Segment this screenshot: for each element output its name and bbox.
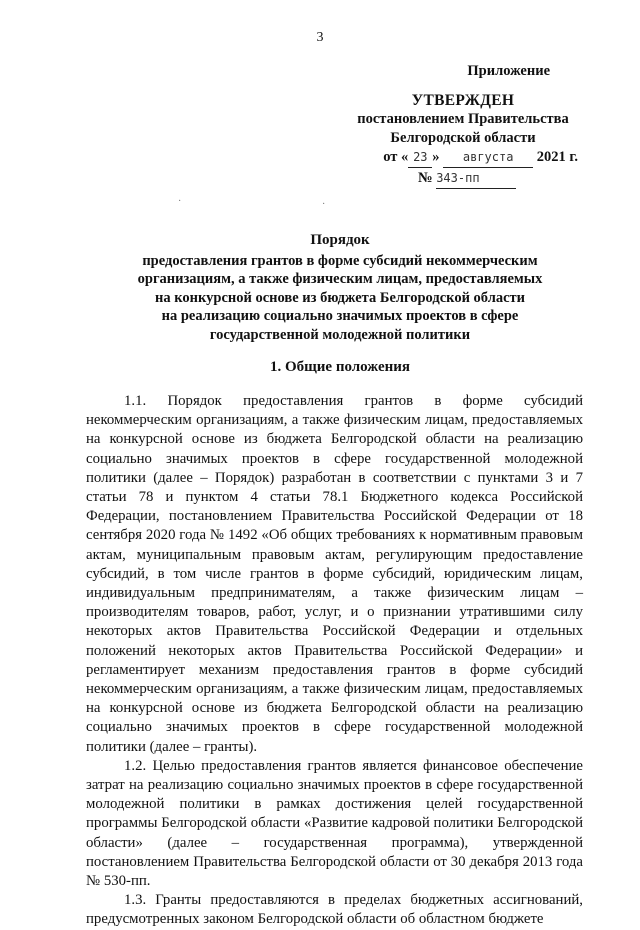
- decree-line-1: постановлением Правительства: [357, 111, 569, 127]
- decree-number: [348, 169, 578, 189]
- scan-speck: ·: [322, 199, 326, 210]
- approved-label: УТВЕРЖДЕН: [411, 92, 515, 109]
- title-line: на реализацию социально значимых проектов в сфере: [161, 308, 519, 324]
- title-line: на конкурсной основе из бюджета Белгородской области: [154, 289, 525, 306]
- date-month: августа: [443, 148, 533, 168]
- approval-stamp: [348, 62, 578, 189]
- document-title: [70, 231, 610, 344]
- number-value: 343-пп: [436, 169, 516, 189]
- section-heading: 1. Общие положения: [269, 359, 411, 375]
- scan-speck: ·: [178, 196, 182, 207]
- title-line: государственной молодежной политики: [209, 326, 471, 343]
- title-heading: Порядок: [310, 232, 370, 248]
- appendix-label: Приложение: [467, 63, 550, 79]
- paragraph-1-2: 1.2. Целью предоставления грантов является финансовое обеспечение затрат на реализацию социально значимых проектов в сфере государственной молодежной политики в рамках достижения целей государственной программы Белгородской области «Развитие кадровой политики Белгородской области» (далее – государственная программа), утвержденной постановлением Правительства Белгородской области от 30 декабря 2013 года № 530-пп.: [86, 757, 583, 890]
- date-mid: »: [432, 149, 440, 165]
- decree-line-2: Белгородской области: [390, 130, 536, 146]
- decree-date: [348, 148, 578, 168]
- number-prefix: №: [418, 170, 433, 186]
- date-prefix: от «: [383, 149, 409, 165]
- date-day: 23: [408, 148, 432, 168]
- date-year: 2021 г.: [536, 149, 578, 165]
- title-line: организациям, а также физическим лицам, предоставляемых: [137, 271, 543, 287]
- title-line: предоставления грантов в форме субсидий некоммерческим: [142, 252, 538, 269]
- page-number: 3: [316, 30, 324, 45]
- body-text: [86, 392, 583, 930]
- paragraph-1-3: 1.3. Гранты предоставляются в пределах бюджетных ассигнований, предусмотренных законом Белгородской области об областном бюджете: [86, 892, 583, 928]
- paragraph-1-1: 1.1. Порядок предоставления грантов в форме субсидий некоммерческим организациям, а также физическим лицам, предоставляемых на конкурсной основе из бюджета Белгородской области на реализацию социально значимых проектов в сфере государственной молодежной политики (далее – Порядок) разработан в соответствии с пунктами 3 и 7 статьи 78 и пунктом 4 статьи 78.1 Бюджетного кодекса Российской Федерации, постановлением Правительства Российской Федерации от 18 сентября 2020 года № 1492 «Об общих требованиях к нормативным правовым актам, муниципальным правовым актам, регулирующим предоставление субсидий, в том числе грантов в форме субсидий, юридическим лицам, индивидуальным предпринимателям, а также физическим лицам – производителям товаров, работ, услуг, и о признании утратившими силу некоторых актов Правительства Российской Федерации и отдельных положений некоторых актов Правительства Российской Федерации» и регламентирует механизм предоставления грантов в форме субсидий некоммерческим организациям, а также физическим лицам, предоставляемых на конкурсной основе из бюджета Белгородской области на реализацию социально значимых проектов в сфере государственной молодежной политики (далее – гранты).: [86, 393, 583, 755]
